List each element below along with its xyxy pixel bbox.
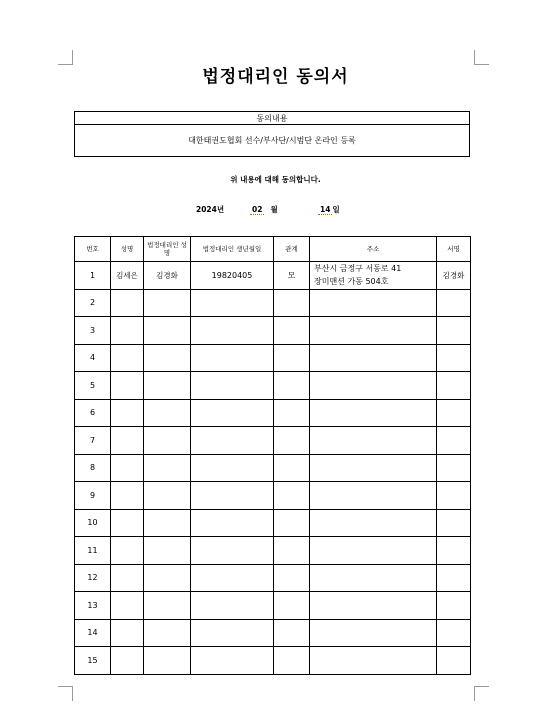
date-month (250, 204, 278, 215)
cell-name (111, 317, 144, 345)
table-row (75, 564, 471, 592)
cell-name (111, 427, 144, 455)
cell-name: 김세은 (111, 262, 144, 290)
cell-guardian-birth (191, 317, 274, 345)
date-month-value: 02 (252, 205, 263, 214)
header-guardian-birth: 법정대리인 생년월일 (191, 237, 274, 262)
cell-no: 10 (75, 509, 111, 537)
cell-relation (274, 399, 310, 427)
consent-statement: 위 내용에 대해 동의합니다. (230, 175, 321, 184)
cell-relation (274, 509, 310, 537)
cell-guardian-name (144, 647, 191, 675)
cell-signature (437, 619, 471, 647)
cell-guardian-name: 김경화 (144, 262, 191, 290)
cell-guardian-name (144, 344, 191, 372)
cell-no: 7 (75, 427, 111, 455)
cell-address (310, 509, 437, 537)
cell-signature: 김경화 (437, 262, 471, 290)
cell-no: 2 (75, 289, 111, 317)
consent-content: 대한태권도협회 선수/부사단/시범단 온라인 등록 (75, 125, 470, 157)
cell-relation (274, 289, 310, 317)
cell-no: 5 (75, 372, 111, 400)
cell-signature (437, 399, 471, 427)
table-row (75, 344, 471, 372)
cell-signature (437, 454, 471, 482)
cell-signature (437, 289, 471, 317)
cell-guardian-birth (191, 647, 274, 675)
cell-address (310, 262, 437, 290)
table-header-row (75, 237, 471, 262)
cell-relation (274, 372, 310, 400)
table-row (75, 427, 471, 455)
cell-guardian-name (144, 289, 191, 317)
table-row (75, 647, 471, 675)
crop-mark-bottom-right (474, 686, 489, 701)
cell-relation (274, 592, 310, 620)
cell-name (111, 647, 144, 675)
cell-signature (437, 482, 471, 510)
cell-guardian-birth (191, 344, 274, 372)
cell-guardian-name (144, 427, 191, 455)
cell-address (310, 317, 437, 345)
table-row (75, 509, 471, 537)
cell-guardian-birth: 19820405 (191, 262, 274, 290)
cell-signature (437, 647, 471, 675)
cell-address (310, 427, 437, 455)
cell-name (111, 482, 144, 510)
cell-no: 4 (75, 344, 111, 372)
table-row (75, 262, 471, 290)
cell-address (310, 537, 437, 565)
cell-guardian-name (144, 537, 191, 565)
date-day-value: 14 (320, 205, 331, 214)
cell-signature (437, 317, 471, 345)
cell-guardian-name (144, 482, 191, 510)
cell-signature (437, 537, 471, 565)
table-row (75, 317, 471, 345)
cell-relation (274, 427, 310, 455)
consent-box (74, 111, 470, 157)
cell-relation (274, 619, 310, 647)
cell-signature (437, 564, 471, 592)
table-row (75, 399, 471, 427)
header-guardian-name: 법정대리인 성명 (144, 237, 191, 262)
cell-guardian-name (144, 372, 191, 400)
cell-no: 8 (75, 454, 111, 482)
cell-address (310, 454, 437, 482)
cell-name (111, 289, 144, 317)
consent-header: 동의내용 (75, 112, 470, 125)
document-title: 법정대리인 동의서 (202, 67, 349, 87)
cell-name (111, 619, 144, 647)
cell-address (310, 647, 437, 675)
cell-relation (274, 454, 310, 482)
cell-guardian-birth (191, 564, 274, 592)
cell-guardian-name (144, 317, 191, 345)
cell-name (111, 509, 144, 537)
cell-guardian-birth (191, 399, 274, 427)
cell-guardian-name (144, 399, 191, 427)
date-day-unit: 일 (332, 205, 340, 214)
header-signature: 서명 (437, 237, 471, 262)
header-no: 번호 (75, 237, 111, 262)
address-line-2: 장미맨션 가동 504호 (314, 277, 389, 287)
cell-no: 12 (75, 564, 111, 592)
cell-relation (274, 482, 310, 510)
cell-guardian-birth (191, 482, 274, 510)
table-row (75, 454, 471, 482)
cell-guardian-name (144, 619, 191, 647)
cell-relation (274, 564, 310, 592)
cell-relation (274, 537, 310, 565)
cell-guardian-name (144, 592, 191, 620)
cell-guardian-birth (191, 537, 274, 565)
cell-guardian-birth (191, 454, 274, 482)
date-month-unit: 월 (270, 205, 278, 214)
date-day (318, 204, 340, 215)
cell-relation: 모 (274, 262, 310, 290)
header-relation: 관계 (274, 237, 310, 262)
cell-relation (274, 647, 310, 675)
cell-relation (274, 344, 310, 372)
cell-name (111, 399, 144, 427)
cell-address (310, 592, 437, 620)
cell-guardian-birth (191, 289, 274, 317)
cell-no: 1 (75, 262, 111, 290)
cell-guardian-name (144, 509, 191, 537)
cell-guardian-birth (191, 372, 274, 400)
cell-relation (274, 317, 310, 345)
cell-name (111, 344, 144, 372)
cell-guardian-birth (191, 619, 274, 647)
cell-address (310, 344, 437, 372)
header-name: 성명 (111, 237, 144, 262)
crop-mark-bottom-left (58, 686, 73, 701)
cell-no: 3 (75, 317, 111, 345)
cell-name (111, 537, 144, 565)
table-row (75, 372, 471, 400)
cell-name (111, 372, 144, 400)
cell-guardian-birth (191, 427, 274, 455)
cell-no: 11 (75, 537, 111, 565)
cell-name (111, 564, 144, 592)
cell-address (310, 564, 437, 592)
cell-guardian-birth (191, 592, 274, 620)
cell-no: 13 (75, 592, 111, 620)
cell-address (310, 399, 437, 427)
cell-name (111, 592, 144, 620)
cell-no: 15 (75, 647, 111, 675)
cell-address (310, 372, 437, 400)
table-row (75, 289, 471, 317)
cell-signature (437, 509, 471, 537)
table-row (75, 482, 471, 510)
date-year: 2024년 (196, 205, 225, 214)
header-address: 주소 (310, 237, 437, 262)
cell-signature (437, 344, 471, 372)
cell-address (310, 289, 437, 317)
cell-no: 14 (75, 619, 111, 647)
cell-guardian-name (144, 454, 191, 482)
cell-name (111, 454, 144, 482)
guardian-table (74, 236, 471, 675)
cell-guardian-name (144, 564, 191, 592)
address-line-1: 부산시 금정구 서동로 41 (314, 264, 402, 274)
cell-address (310, 619, 437, 647)
cell-signature (437, 372, 471, 400)
cell-signature (437, 592, 471, 620)
cell-signature (437, 427, 471, 455)
table-row (75, 592, 471, 620)
table-row (75, 537, 471, 565)
cell-no: 9 (75, 482, 111, 510)
cell-guardian-birth (191, 509, 274, 537)
table-row (75, 619, 471, 647)
cell-address (310, 482, 437, 510)
cell-no: 6 (75, 399, 111, 427)
